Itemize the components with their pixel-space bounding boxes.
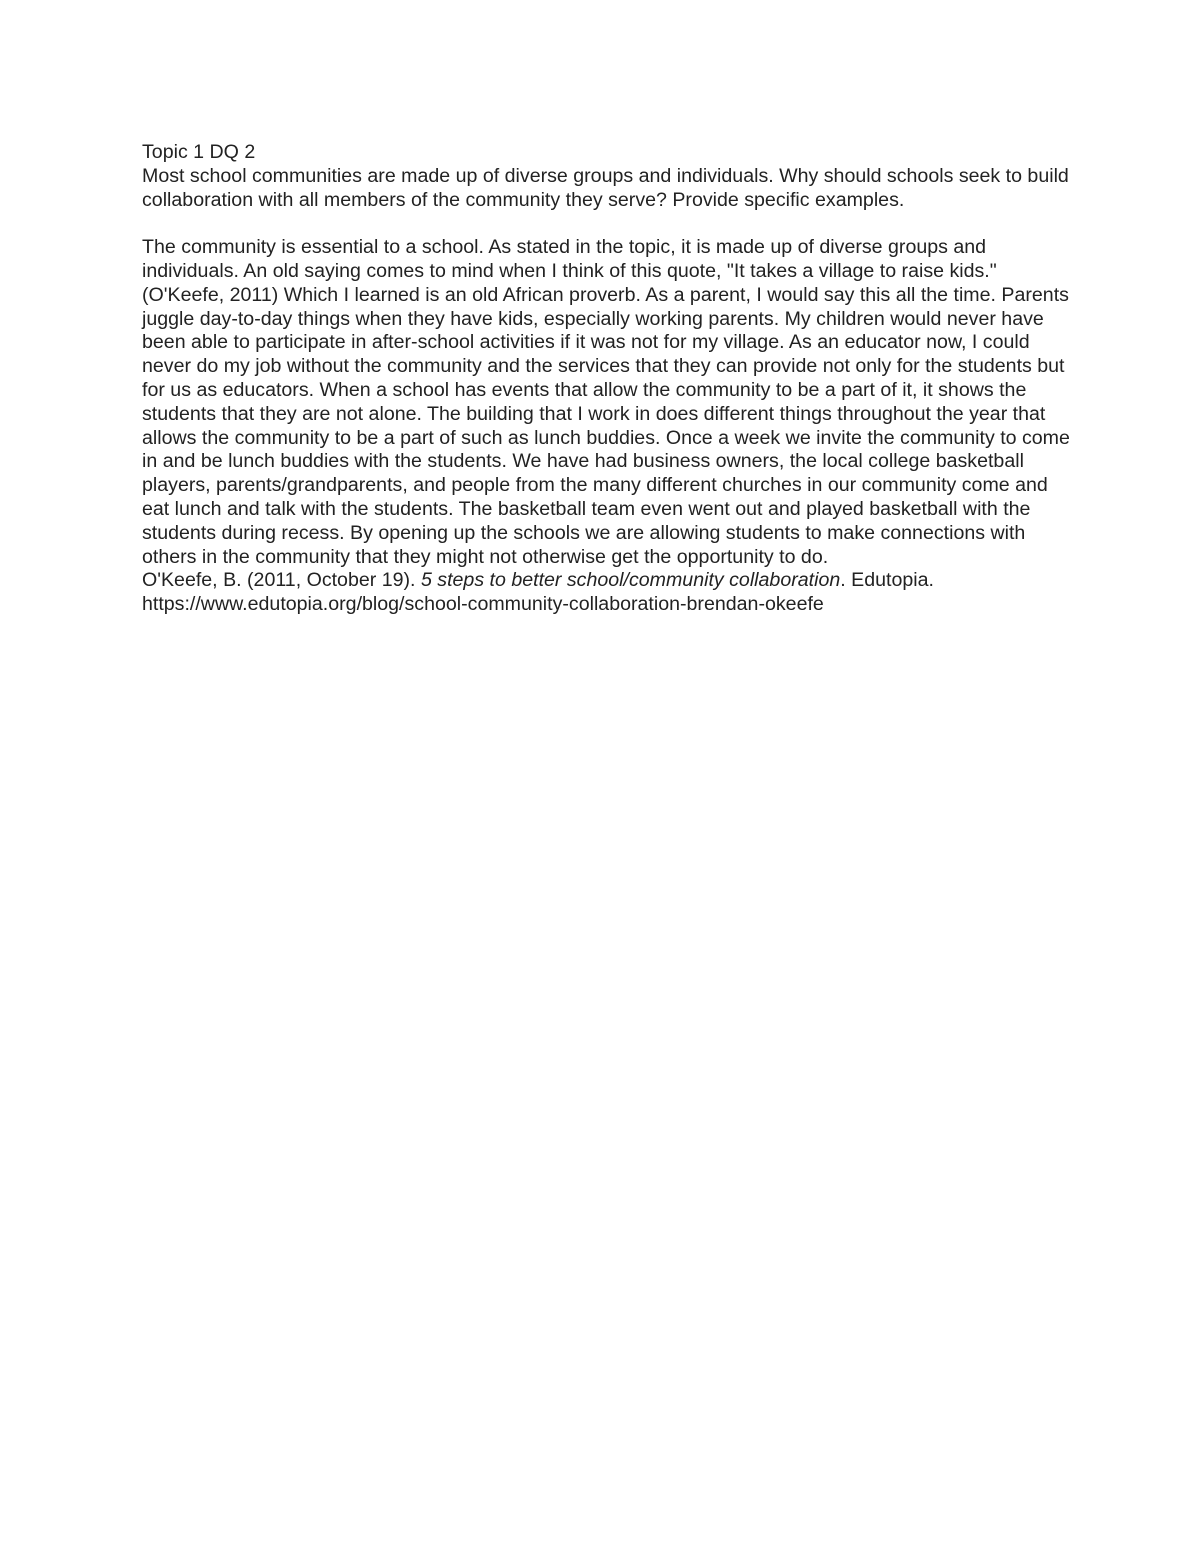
- reference-entry: [142, 569, 1072, 593]
- reference-publisher: . Edutopia.: [840, 569, 934, 592]
- discussion-question: Most school communities are made up of diverse groups and individuals. Why should schools seek to build collaboration with all members of the community they serve? Provide specific examples.: [142, 164, 1075, 211]
- reference-author-date: O'Keefe, B. (2011, October 19).: [142, 569, 421, 592]
- reference-work-title: 5 steps to better school/community collaboration: [420, 569, 841, 592]
- paragraph-spacer: [142, 212, 1072, 236]
- reference-url: https://www.edutopia.org/blog/school-community-collaboration-brendan-okeefe: [142, 593, 824, 616]
- response-paragraph: The community is essential to a school. As stated in the topic, it is made up of diverse groups and individuals. An old saying comes to mind when I think of this quote, "It takes a village to raise kids." (O'Keefe, 2011) Which I learned is an old African proverb. As a parent, I would say this all the time. Parents juggle day-to-day things when they have kids, especially working parents. My children would never have been able to participate in after-school activities if it was not for my village. As an educator now, I could never do my job without the community and the services that they can provide not only for the students but for us as educators. When a school has events that allow the community to be a part of it, it shows the students that they are not alone. The building that I work in does different things throughout the year that allows the community to be a part of such as lunch buddies. Once a week we invite the community to come in and be lunch buddies with the students. We have had business owners, the local college basketball players, parents/grandparents, and people from the many different churches in our community come and eat lunch and talk with the students. The basketball team even went out and played basketball with the students during recess. By opening up the schools we are allowing students to make connections with others in the community that they might not otherwise get the opportunity to do.: [142, 236, 1076, 568]
- document-body: [142, 141, 1076, 617]
- document-title: Topic 1 DQ 2: [142, 141, 256, 163]
